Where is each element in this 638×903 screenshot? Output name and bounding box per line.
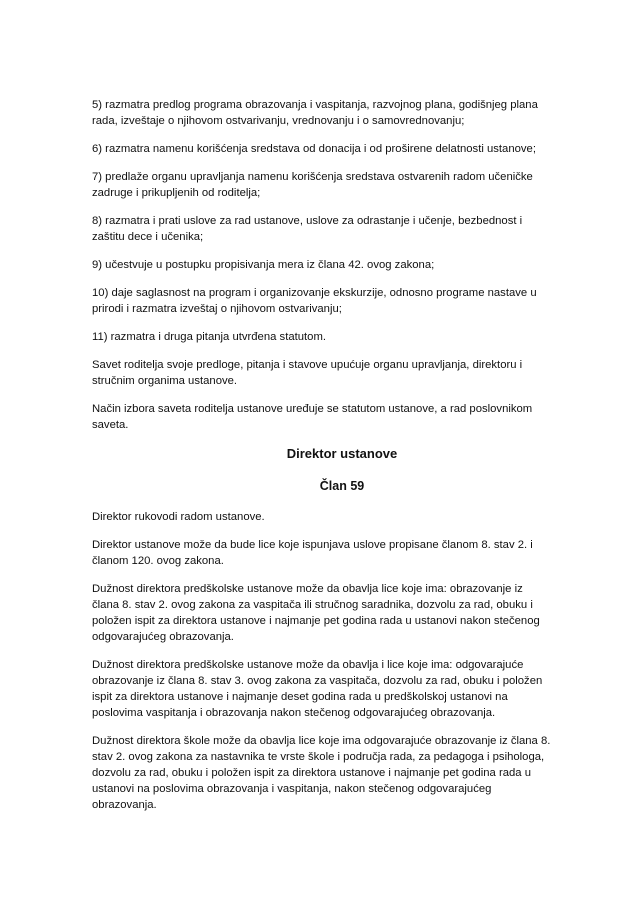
list-item-8: 8) razmatra i prati uslove za rad ustanove, uslove za odrastanje i učenje, bezbednost i zaštitu dece i učenika; xyxy=(92,215,523,243)
article-paragraph-1: Direktor rukovodi radom ustanove. xyxy=(92,511,265,523)
article-paragraph-4: Dužnost direktora predškolske ustanove može da obavlja i lice koje ima: odgovarajuće obrazovanje iz člana 8. stav 3. ovog zakona za vaspitača, dozvolu za rad, obuku i položen ispit za direktora ustanove i najmanje deset godina rada u predškolskoj ustanovi na poslovima vaspitanja i obrazovanja nakon stečenog odgovarajućeg obrazovanja. xyxy=(92,659,543,719)
article-paragraph-5: Dužnost direktora škole može da obavlja lice koje ima odgovarajuće obrazovanje iz člana 8. stav 2. ovog zakona za nastavnika te vrste škole i područja rada, za pedagoga i psihologa, dozvolu za rad, obuku i položen ispit za direktora ustanove i najmanje pet godina rada u ustanovi na poslovima obrazovanja i vaspitanja, nakon stečenog odgovarajućeg obrazovanja. xyxy=(92,735,551,811)
paragraph-nacin-izbora: Način izbora saveta roditelja ustanove uređuje se statutom ustanove, a rad poslovnikom saveta. xyxy=(92,403,533,431)
list-item-5: 5) razmatra predlog programa obrazovanja i vaspitanja, razvojnog plana, godišnjeg plana rada, izveštaje o njihovom ostvarivanju, vrednovanju i o samovrednovanju; xyxy=(92,99,538,127)
article-paragraph-2: Direktor ustanove može da bude lice koje ispunjava uslove propisane članom 8. stav 2. i članom 120. ovog zakona. xyxy=(92,539,533,567)
list-item-10: 10) daje saglasnost na program i organizovanje ekskurzije, odnosno programe nastave u prirodi i razmatra izveštaj o njihovom ostvarivanju; xyxy=(92,287,537,315)
list-item-11: 11) razmatra i druga pitanja utvrđena statutom. xyxy=(92,331,327,343)
paragraph-savet-roditelja: Savet roditelja svoje predloge, pitanja i stavove upućuje organu upravljanja, direktoru i stručnim organima ustanove. xyxy=(92,359,523,387)
list-item-6: 6) razmatra namenu korišćenja sredstava od donacija i od proširene delatnosti ustanove; xyxy=(92,143,536,155)
list-item-7: 7) predlaže organu upravljanja namenu korišćenja sredstava ostvarenih radom učeničke zadruge i prikupljenih od roditelja; xyxy=(92,171,533,199)
list-item-9: 9) učestvuje u postupku propisivanja mera iz člana 42. ovog zakona; xyxy=(92,259,435,271)
section-heading: Direktor ustanove xyxy=(286,446,398,461)
article-paragraph-3: Dužnost direktora predškolske ustanove može da obavlja lice koje ima: obrazovanje iz člana 8. stav 2. ovog zakona za vaspitača ili stručnog saradnika, dozvolu za rad, obuku i položen ispit za direktora ustanove i najmanje pet godina rada u ustanovi nakon stečenog odgovarajućeg obrazovanja. xyxy=(92,583,540,643)
document-page xyxy=(92,97,552,825)
article-heading: Član 59 xyxy=(319,479,365,493)
